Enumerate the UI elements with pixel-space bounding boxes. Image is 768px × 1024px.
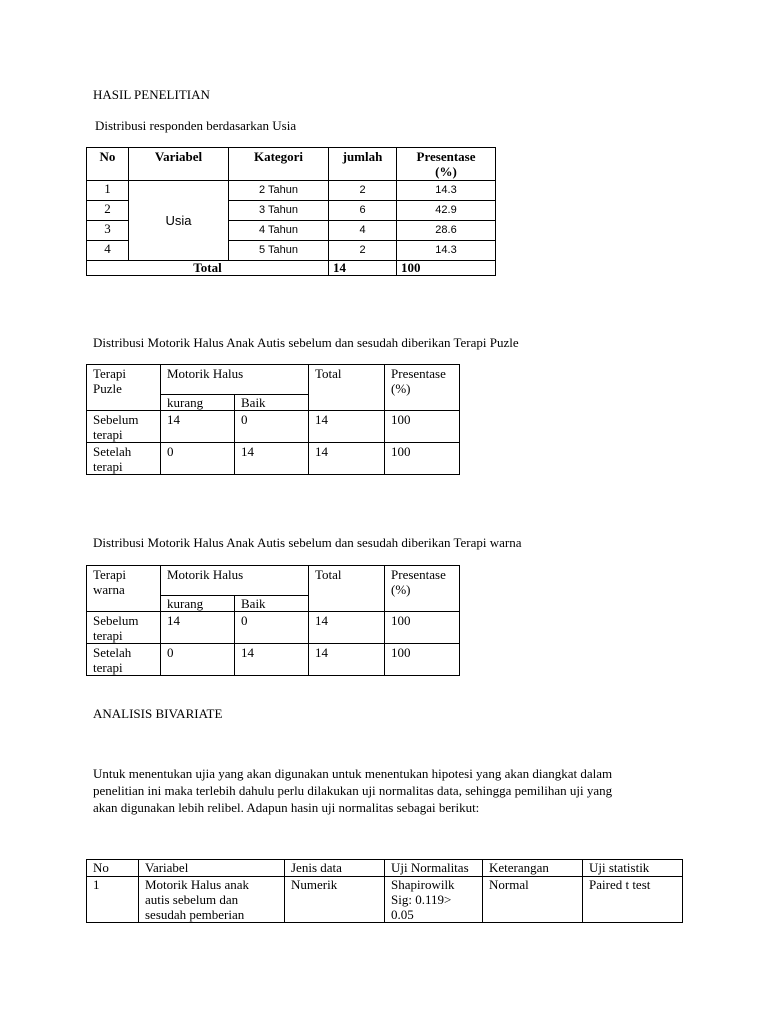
uji-normalitas-line: Sig: 0.119> (391, 892, 452, 907)
kurang-cell: 0 (161, 443, 235, 475)
paragraph-line: akan digunakan lebih relibel. Adapun hasin uji normalitas sebagai berikut: (93, 800, 480, 815)
header-terapi (87, 365, 161, 411)
total-cell: 14 (309, 644, 385, 676)
kategori-cell: 2 Tahun (229, 181, 329, 201)
variabel-cell (139, 877, 285, 923)
total-presentase: 100 (397, 261, 496, 276)
header-uji-normalitas: Uji Normalitas (385, 860, 483, 877)
jumlah-cell: 2 (329, 181, 397, 201)
header-total: Total (309, 566, 385, 612)
row-label-line1: Sebelum (93, 412, 139, 427)
table-row (87, 612, 460, 644)
header-variabel: Variabel (139, 860, 285, 877)
jenis-data-cell: Numerik (285, 877, 385, 923)
header-presentase-line1: Presentase (391, 366, 446, 381)
section-heading-hasil: HASIL PENELITIAN (93, 87, 210, 102)
row-label-line1: Setelah (93, 645, 132, 660)
header-uji-statistik: Uji statistik (583, 860, 683, 877)
header-kategori: Kategori (229, 148, 329, 181)
baik-cell: 14 (235, 443, 309, 475)
header-jenis-data: Jenis data (285, 860, 385, 877)
header-terapi-line1: Terapi (93, 567, 127, 582)
row-label-line1: Sebelum (93, 613, 139, 628)
total-label: Total (87, 261, 329, 276)
header-presentase-line2: (%) (391, 582, 411, 597)
presentase-cell: 100 (385, 443, 460, 475)
baik-cell: 14 (235, 644, 309, 676)
row-no: 3 (87, 221, 129, 241)
row-label (87, 612, 161, 644)
header-no: No (87, 148, 129, 181)
table3-caption: Distribusi Motorik Halus Anak Autis sebelum dan sesudah diberikan Terapi warna (93, 535, 522, 550)
total-row (87, 261, 496, 276)
row-label-line2: terapi (93, 628, 123, 643)
terapi-warna-table (86, 565, 460, 676)
header-terapi-line1: Terapi (93, 366, 127, 381)
row-no: 4 (87, 241, 129, 261)
row-label (87, 443, 161, 475)
presentase-cell: 14.3 (397, 241, 496, 261)
jumlah-cell: 2 (329, 241, 397, 261)
table-row (87, 411, 460, 443)
normality-test-table (86, 859, 683, 923)
jumlah-cell: 6 (329, 201, 397, 221)
header-kurang: kurang (161, 395, 235, 411)
baik-cell: 0 (235, 411, 309, 443)
row-label-line2: terapi (93, 660, 123, 675)
header-presentase (397, 148, 496, 181)
section-heading-analisis: ANALISIS BIVARIATE (93, 706, 223, 721)
kurang-cell: 14 (161, 411, 235, 443)
header-baik: Baik (235, 395, 309, 411)
row-no: 2 (87, 201, 129, 221)
kurang-cell: 14 (161, 612, 235, 644)
uji-statistik-cell: Paired t test (583, 877, 683, 923)
total-cell: 14 (309, 411, 385, 443)
row-label-line2: terapi (93, 459, 123, 474)
row-label (87, 411, 161, 443)
table2-caption: Distribusi Motorik Halus Anak Autis sebelum dan sesudah diberikan Terapi Puzle (93, 335, 519, 350)
presentase-cell: 42.9 (397, 201, 496, 221)
header-presentase-line1: Presentase (416, 149, 476, 164)
row-label (87, 644, 161, 676)
table-row (87, 644, 460, 676)
header-presentase-line2: (%) (435, 164, 457, 179)
paragraph-line: Untuk menentukan ujia yang akan digunakan untuk menentukan hipotesi yang akan diangkat dalam (93, 766, 613, 781)
row-label-line2: terapi (93, 427, 123, 442)
header-total: Total (309, 365, 385, 411)
header-terapi-line2: warna (93, 582, 125, 597)
row-no: 1 (87, 181, 129, 201)
presentase-cell: 100 (385, 411, 460, 443)
uji-normalitas-line: 0.05 (391, 907, 414, 922)
baik-cell: 0 (235, 612, 309, 644)
header-motorik-halus: Motorik Halus (161, 566, 309, 596)
total-jumlah: 14 (329, 261, 397, 276)
total-cell: 14 (309, 443, 385, 475)
total-cell: 14 (309, 612, 385, 644)
kategori-cell: 5 Tahun (229, 241, 329, 261)
header-no: No (87, 860, 139, 877)
keterangan-cell: Normal (483, 877, 583, 923)
variabel-line: Motorik Halus anak (145, 877, 249, 892)
header-presentase (385, 365, 460, 411)
row-label-line1: Setelah (93, 444, 132, 459)
variable-usia: Usia (129, 181, 229, 261)
jumlah-cell: 4 (329, 221, 397, 241)
header-terapi-line2: Puzle (93, 381, 122, 396)
kategori-cell: 4 Tahun (229, 221, 329, 241)
header-jumlah: jumlah (329, 148, 397, 181)
table-row (87, 877, 683, 923)
table1-caption: Distribusi responden berdasarkan Usia (95, 118, 297, 133)
header-presentase-line1: Presentase (391, 567, 446, 582)
header-presentase-line2: (%) (391, 381, 411, 396)
kategori-cell: 3 Tahun (229, 201, 329, 221)
analysis-paragraph (93, 765, 612, 816)
table-row (87, 443, 460, 475)
usia-distribution-table (86, 147, 496, 276)
header-variabel: Variabel (129, 148, 229, 181)
header-kurang: kurang (161, 596, 235, 612)
header-baik: Baik (235, 596, 309, 612)
variabel-line: sesudah pemberian (145, 907, 245, 922)
table-row (87, 181, 496, 201)
header-presentase (385, 566, 460, 612)
terapi-puzle-table (86, 364, 460, 475)
uji-normalitas-cell (385, 877, 483, 923)
row-no: 1 (87, 877, 139, 923)
uji-normalitas-line: Shapirowilk (391, 877, 455, 892)
variabel-line: autis sebelum dan (145, 892, 239, 907)
presentase-cell: 100 (385, 644, 460, 676)
presentase-cell: 28.6 (397, 221, 496, 241)
presentase-cell: 100 (385, 612, 460, 644)
kurang-cell: 0 (161, 644, 235, 676)
paragraph-line: penelitian ini maka terlebih dahulu perlu dilakukan uji normalitas data, sehingga pemilihan uji yang (93, 783, 613, 798)
header-motorik-halus: Motorik Halus (161, 365, 309, 395)
presentase-cell: 14.3 (397, 181, 496, 201)
header-keterangan: Keterangan (483, 860, 583, 877)
header-terapi (87, 566, 161, 612)
